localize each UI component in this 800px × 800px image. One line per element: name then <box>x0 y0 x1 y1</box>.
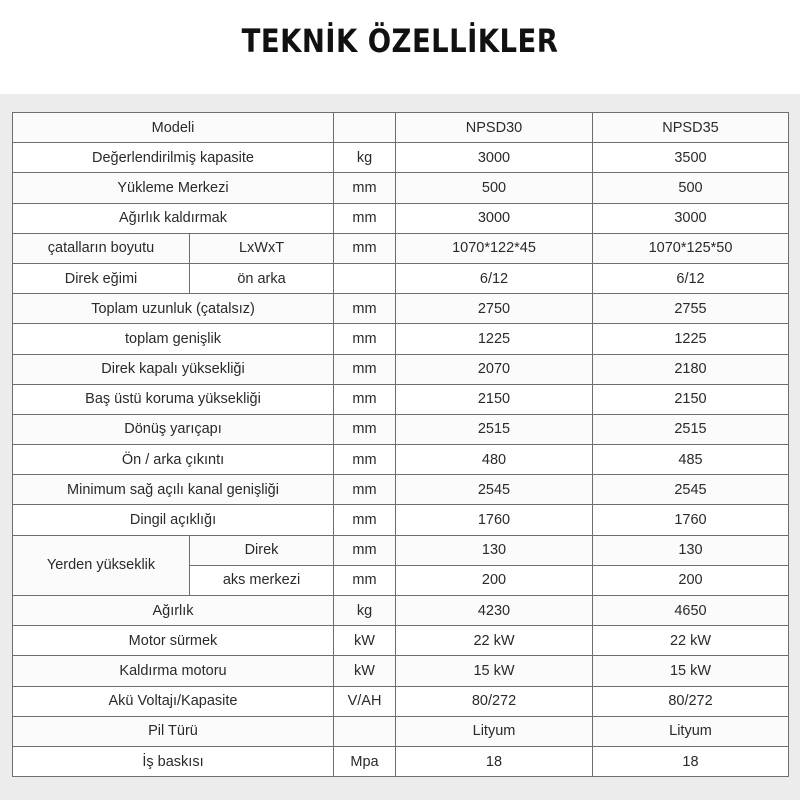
value-npsd35: 6/12 <box>593 263 789 293</box>
row-label: Pil Türü <box>13 716 334 746</box>
value-npsd35: 1760 <box>593 505 789 535</box>
table-row <box>13 445 789 475</box>
row-label: Ağırlık <box>13 596 334 626</box>
value-npsd30: 3000 <box>396 203 593 233</box>
title-band <box>0 0 800 94</box>
value-npsd35: 2150 <box>593 384 789 414</box>
row-sublabel: aks merkezi <box>190 565 334 595</box>
row-label: Dingil açıklığı <box>13 505 334 535</box>
value-npsd35: 3500 <box>593 143 789 173</box>
value-npsd35: 1225 <box>593 324 789 354</box>
value-npsd30: 480 <box>396 445 593 475</box>
table-row <box>13 626 789 656</box>
value-npsd30: 2545 <box>396 475 593 505</box>
row-unit: mm <box>334 233 396 263</box>
value-npsd35: 130 <box>593 535 789 565</box>
row-label: Dönüş yarıçapı <box>13 414 334 444</box>
table-row <box>13 203 789 233</box>
value-npsd30: 3000 <box>396 143 593 173</box>
ground-clearance-label: Yerden yükseklik <box>13 535 190 595</box>
row-unit: mm <box>334 173 396 203</box>
row-unit: mm <box>334 324 396 354</box>
row-unit: kW <box>334 656 396 686</box>
row-unit <box>334 263 396 293</box>
row-unit: kg <box>334 143 396 173</box>
table-row <box>13 233 789 263</box>
page-title: TEKNİK ÖZELLİKLER <box>241 22 559 60</box>
value-npsd35: 2545 <box>593 475 789 505</box>
value-npsd30: 2750 <box>396 294 593 324</box>
table-row <box>13 656 789 686</box>
row-label: Ağırlık kaldırmak <box>13 203 334 233</box>
row-label: Direk eğimi <box>13 263 190 293</box>
row-unit: mm <box>334 505 396 535</box>
value-npsd35: 3000 <box>593 203 789 233</box>
row-unit: kg <box>334 596 396 626</box>
row-label: Yükleme Merkezi <box>13 173 334 203</box>
value-npsd30: 15 kW <box>396 656 593 686</box>
table-row <box>13 173 789 203</box>
row-unit: mm <box>334 414 396 444</box>
table-row <box>13 414 789 444</box>
value-npsd30: 1225 <box>396 324 593 354</box>
row-sublabel: ön arka <box>190 263 334 293</box>
value-npsd30: 1070*122*45 <box>396 233 593 263</box>
table-row <box>13 746 789 776</box>
value-npsd30: 2515 <box>396 414 593 444</box>
value-npsd35: 80/272 <box>593 686 789 716</box>
row-label: Kaldırma motoru <box>13 656 334 686</box>
row-unit: mm <box>334 203 396 233</box>
row-label: Akü Voltajı/Kapasite <box>13 686 334 716</box>
table-row <box>13 535 789 565</box>
row-sublabel: Direk <box>190 535 334 565</box>
row-unit: mm <box>334 535 396 565</box>
row-unit: Mpa <box>334 746 396 776</box>
spec-table <box>12 112 789 777</box>
value-npsd35: 2755 <box>593 294 789 324</box>
table-row <box>13 686 789 716</box>
table-row <box>13 596 789 626</box>
table-row <box>13 475 789 505</box>
row-unit: kW <box>334 626 396 656</box>
row-label: toplam genişlik <box>13 324 334 354</box>
table-row <box>13 263 789 293</box>
row-label: Baş üstü koruma yüksekliği <box>13 384 334 414</box>
row-label: Motor sürmek <box>13 626 334 656</box>
row-sublabel: LxWxT <box>190 233 334 263</box>
header-unit <box>334 113 396 143</box>
value-npsd30: 500 <box>396 173 593 203</box>
value-npsd35: 15 kW <box>593 656 789 686</box>
row-label: Toplam uzunluk (çatalsız) <box>13 294 334 324</box>
value-npsd35: 18 <box>593 746 789 776</box>
row-label: Direk kapalı yüksekliği <box>13 354 334 384</box>
row-unit: mm <box>334 475 396 505</box>
table-row <box>13 354 789 384</box>
value-npsd30: 1760 <box>396 505 593 535</box>
row-unit: mm <box>334 565 396 595</box>
value-npsd35: 485 <box>593 445 789 475</box>
value-npsd35: 500 <box>593 173 789 203</box>
row-unit <box>334 716 396 746</box>
value-npsd30: 80/272 <box>396 686 593 716</box>
value-npsd35: 22 kW <box>593 626 789 656</box>
row-unit: mm <box>334 445 396 475</box>
table-row <box>13 384 789 414</box>
value-npsd35: 1070*125*50 <box>593 233 789 263</box>
header-model-label: Modeli <box>13 113 334 143</box>
value-npsd30: 200 <box>396 565 593 595</box>
value-npsd35: Lityum <box>593 716 789 746</box>
value-npsd30: Lityum <box>396 716 593 746</box>
value-npsd35: 200 <box>593 565 789 595</box>
value-npsd30: 2150 <box>396 384 593 414</box>
value-npsd30: 4230 <box>396 596 593 626</box>
row-label: Değerlendirilmiş kapasite <box>13 143 334 173</box>
row-label: çatalların boyutu <box>13 233 190 263</box>
row-unit: mm <box>334 294 396 324</box>
row-unit: mm <box>334 384 396 414</box>
row-unit: mm <box>334 354 396 384</box>
value-npsd30: 6/12 <box>396 263 593 293</box>
value-npsd30: 130 <box>396 535 593 565</box>
header-row <box>13 113 789 143</box>
table-row <box>13 505 789 535</box>
value-npsd35: 2180 <box>593 354 789 384</box>
value-npsd30: 18 <box>396 746 593 776</box>
row-unit: V/AH <box>334 686 396 716</box>
value-npsd35: 2515 <box>593 414 789 444</box>
table-row <box>13 716 789 746</box>
header-npsd35: NPSD35 <box>593 113 789 143</box>
row-label: Minimum sağ açılı kanal genişliği <box>13 475 334 505</box>
table-row <box>13 324 789 354</box>
value-npsd30: 22 kW <box>396 626 593 656</box>
row-label: Ön / arka çıkıntı <box>13 445 334 475</box>
header-npsd30: NPSD30 <box>396 113 593 143</box>
table-row <box>13 143 789 173</box>
table-row <box>13 294 789 324</box>
row-label: İş baskısı <box>13 746 334 776</box>
value-npsd30: 2070 <box>396 354 593 384</box>
value-npsd35: 4650 <box>593 596 789 626</box>
